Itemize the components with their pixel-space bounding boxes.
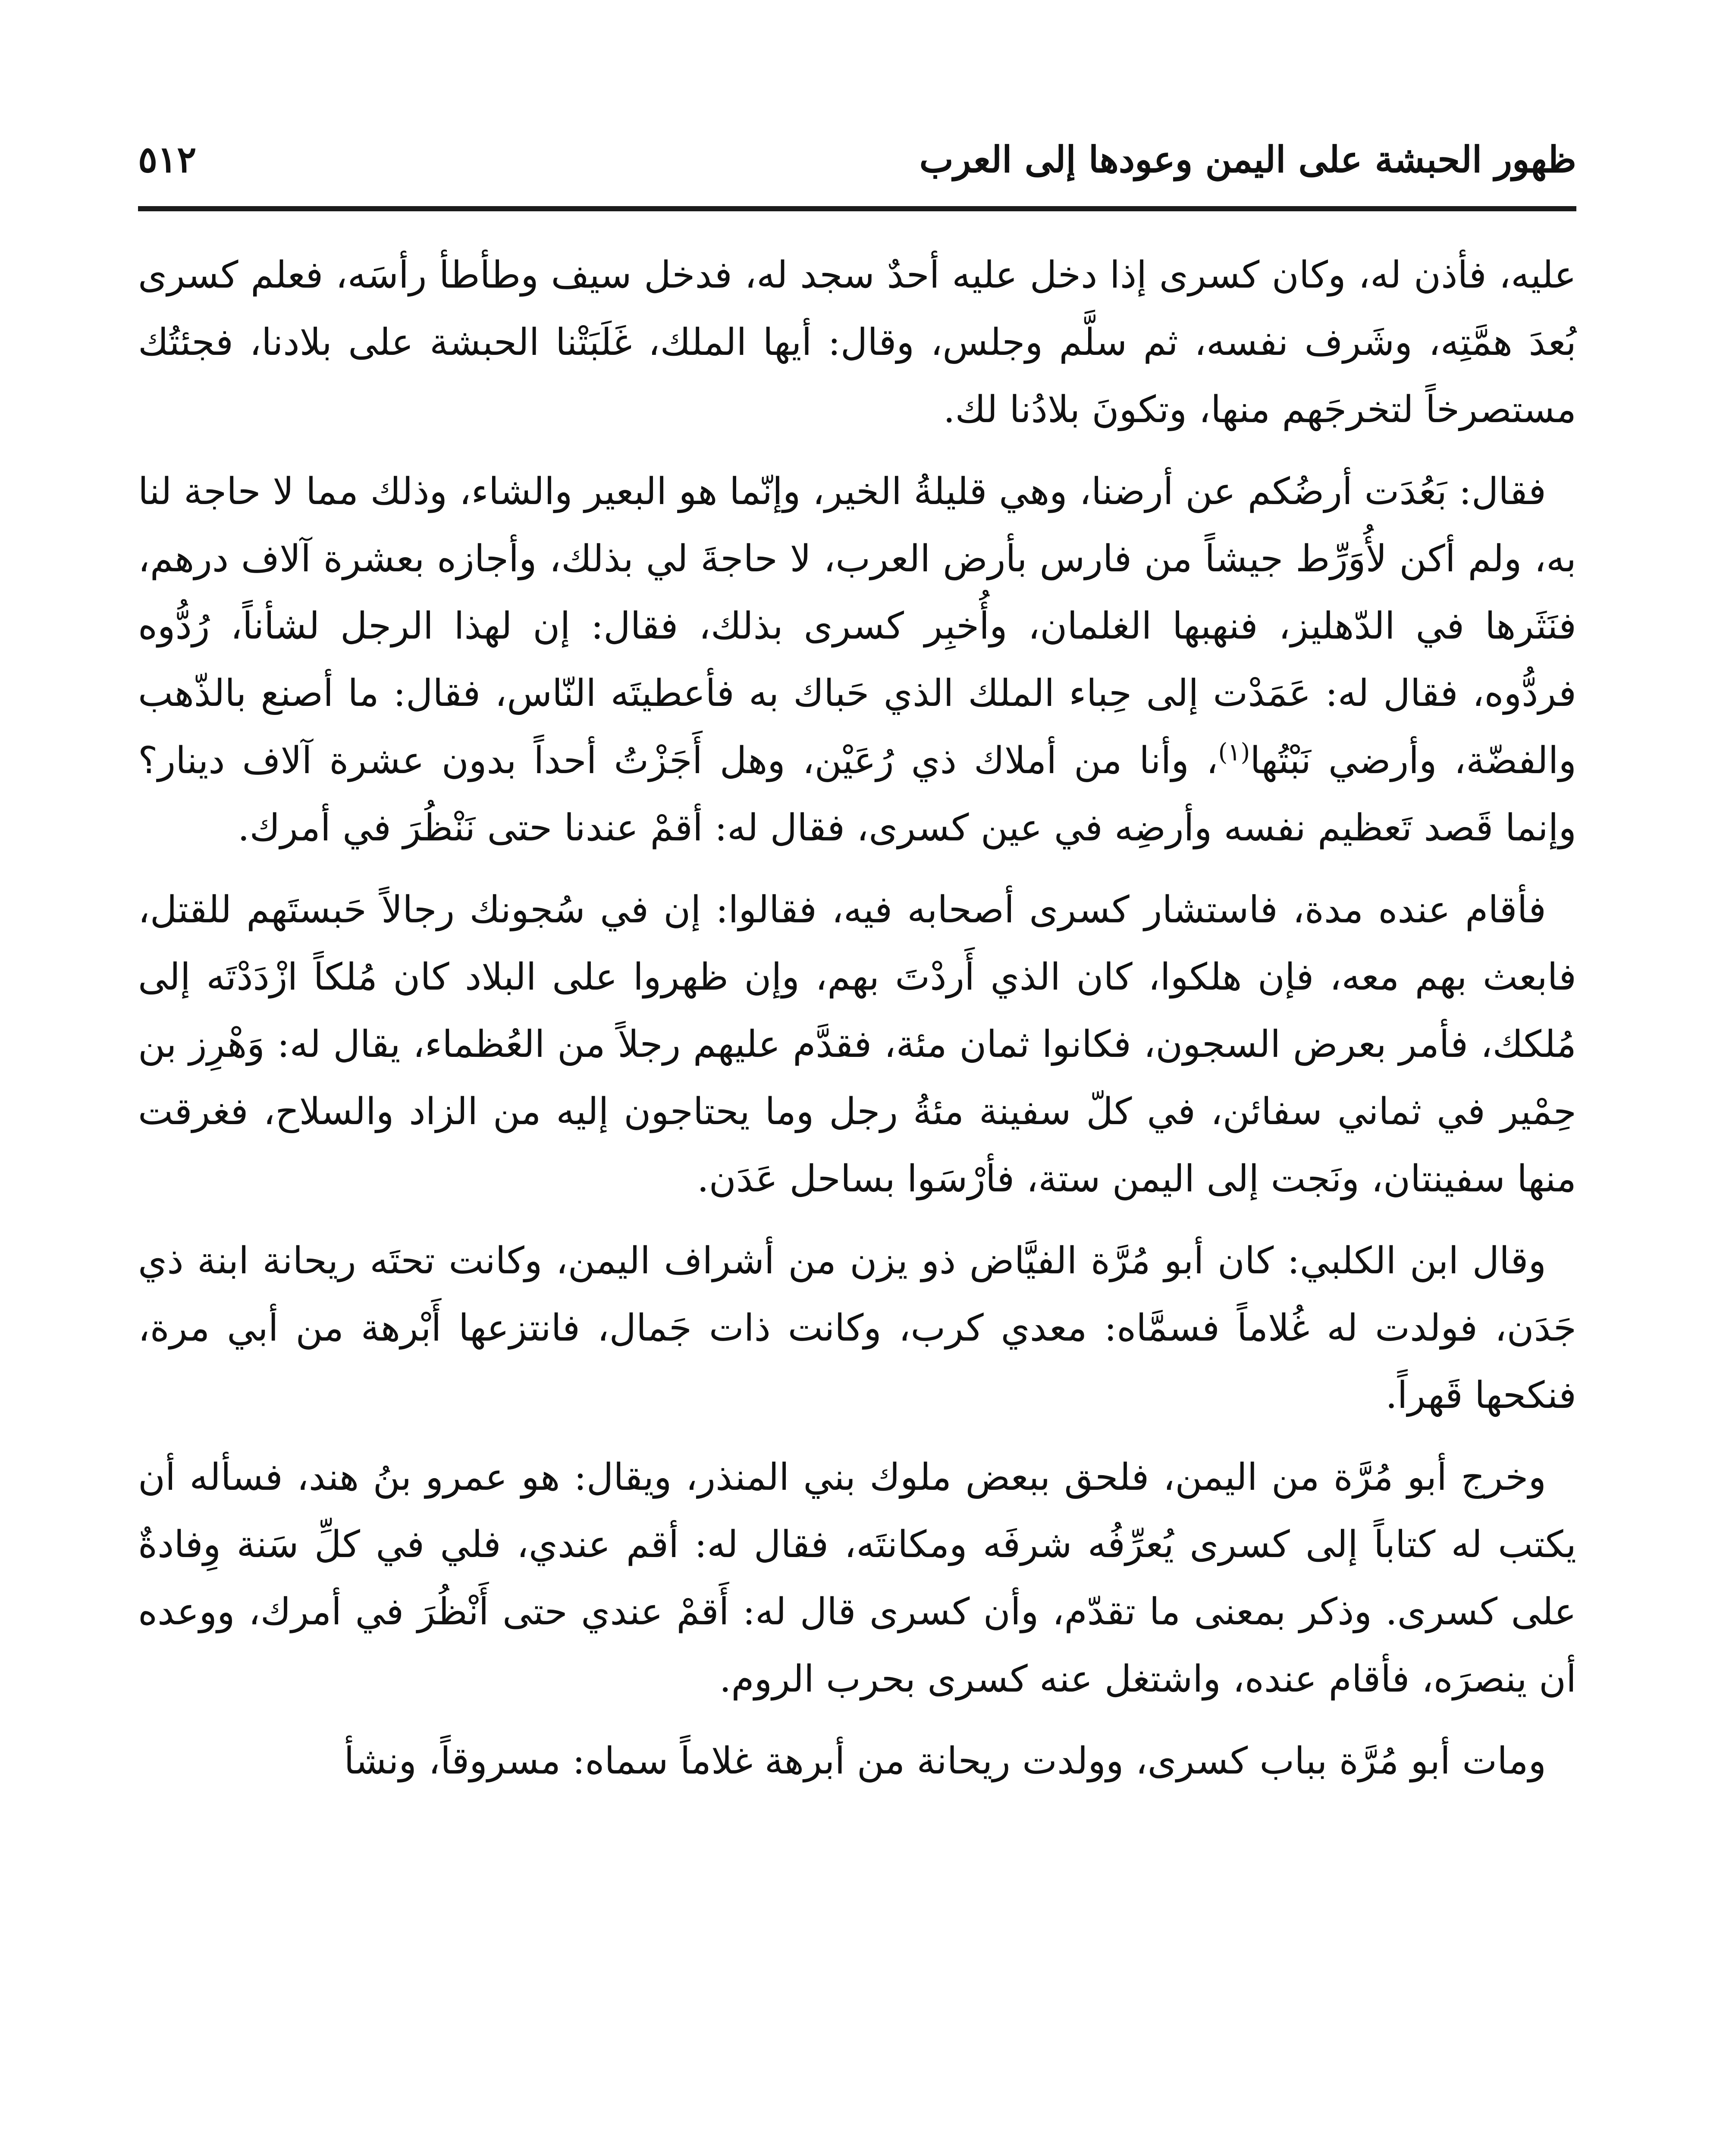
main-text [138, 241, 1576, 1809]
header-rule [138, 206, 1576, 211]
page-header [138, 129, 1576, 211]
paragraph-2-part-a: فقال: بَعُدَت أرضُكم عن أرضنا، وهي قليلةُ الخير، وإنّما هو البعير والشاء، وذلك مما لا حاجة لنا به، ولم أكن لأُوَرِّط جيشاً من فارس بأرض العرب، لا حاجةَ لي بذلك، وأجازه بعشرة آلاف درهم، فنَثَرها في الدّهليز، فنهبها الغلمان، وأُخبِر كسرى بذلك، فقال: إن لهذا الرجل لشأناً، رُدُّوه فردُّوه، فقال له: عَمَدْت إلى حِباء الملك الذي حَباك به فأعطيتَه النّاس، فقال: ما أصنع بالذّهب والفضّة، وأرضي نَبْتُها [138, 470, 1576, 782]
paragraph-4: وقال ابن الكلبي: كان أبو مُرَّة الفيَّاض ذو يزن من أشراف اليمن، وكانت تحتَه ريحانة ابنة ذي جَدَن، فولدت له غُلاماً فسمَّاه: معدي كرب، وكانت ذات جَمال، فانتزعها أَبْرهة من أبي مرة، فنكحها قَهراً. [138, 1239, 1576, 1417]
paragraph-1: عليه، فأذن له، وكان كسرى إذا دخل عليه أحدٌ سجد له، فدخل سيف وطأطأ رأسَه، فعلم كسرى بُعدَ همَّتِه، وشَرف نفسه، ثم سلَّم وجلس، وقال: أيها الملك، غَلَبَتْنا الحبشة على بلادنا، فجئتُك مستصرخاً لتخرجَهم منها، وتكونَ بلادُنا لك. [138, 254, 1576, 431]
paragraph-2-part-b: ، وأنا من أملاك ذي رُعَيْن، وهل أَجَزْتُ أحداً بدون عشرة آلاف دينار؟ وإنما قَصد تَعظيم نفسه وأرضِه في عين كسرى، فقال له: أقمْ عندنا حتى نَنْظُرَ في أمرك. [138, 739, 1576, 849]
running-title: ظهور الحبشة على اليمن وعودها إلى العرب [919, 138, 1576, 181]
paragraph-5: وخرج أبو مُرَّة من اليمن، فلحق ببعض ملوك بني المنذر، ويقال: هو عمرو بنُ هند، فسأله أن يكتب له كتاباً إلى كسرى يُعرِّفُه شرفَه ومكانتَه، فقال له: أقم عندي، فلي في كلِّ سَنة وِفادةٌ على كسرى. وذكر بمعنى ما تقدّم، وأن كسرى قال له: أَقمْ عندي حتى أَنْظُرَ في أمرك، ووعده أن ينصرَه، فأقام عنده، واشتغل عنه كسرى بحرب الروم. [138, 1456, 1576, 1701]
page-number: ٥١٢ [138, 138, 197, 181]
paragraph-3: فأقام عنده مدة، فاستشار كسرى أصحابه فيه، فقالوا: إن في سُجونك رجالاً حَبستَهم للقتل، فابعث بهم معه، فإن هلكوا، كان الذي أَردْتَ بهم، وإن ظهروا على البلاد كان مُلكاً ازْدَدْتَه إلى مُلكك، فأمر بعرض السجون، فكانوا ثمان مئة، فقدَّم عليهم رجلاً من العُظماء، يقال له: وَهْرِز بن حِمْير في ثماني سفائن، في كلّ سفينة مئةُ رجل وما يحتاجون إليه من الزاد والسلاح، فغرقت منها سفينتان، ونَجت إلى اليمن ستة، فأرْسَوا بساحل عَدَن. [138, 888, 1576, 1200]
paragraph-6: ومات أبو مُرَّة بباب كسرى، وولدت ريحانة من أبرهة غلاماً سماه: مسروقاً، ونشأ [344, 1739, 1546, 1783]
paragraph-2 [138, 458, 1576, 862]
footnote-marker-1: (١) [1218, 738, 1250, 767]
